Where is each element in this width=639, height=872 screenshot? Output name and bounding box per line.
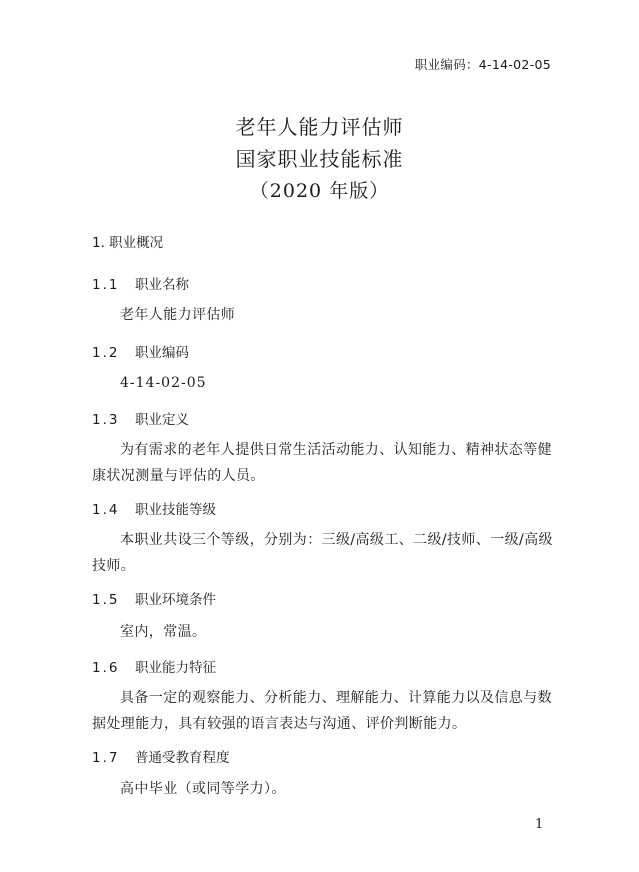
section-1-5-content: 室内，常温。 — [120, 624, 207, 640]
document-title-line2: 国家职业技能标准 — [235, 147, 404, 171]
section-1-6-heading — [92, 656, 216, 676]
document-title-line1: 老年人能力评估师 — [235, 115, 404, 139]
section-title: 职业编码 — [135, 345, 189, 361]
section-1-1-heading — [92, 273, 189, 293]
section-1-3-heading — [92, 408, 189, 428]
section-1-7-content: 高中毕业（或同等学力）。 — [120, 781, 286, 797]
section-1-7-heading — [92, 746, 230, 766]
occupation-code: 职业编码：4-14-02-05 — [414, 57, 551, 72]
section-number: 1.5 — [92, 592, 120, 608]
page-number: 1 — [535, 817, 544, 832]
section-1-4-heading — [92, 498, 216, 518]
section-title: 职业技能等级 — [135, 502, 216, 518]
section-number: 1.2 — [92, 345, 120, 361]
section-number: 1.7 — [92, 750, 120, 766]
section-1-6-content: 具备一定的观察能力、分析能力、理解能力、计算能力以及信息与数据处理能力，具有较强的语言表达与沟通、评价判断能力。 — [92, 690, 552, 732]
section-1-2-heading — [92, 341, 189, 361]
section-number: 1.4 — [92, 502, 120, 518]
section-title: 职业名称 — [135, 277, 189, 293]
section-number: 1.6 — [92, 660, 120, 676]
section-1-4-content: 本职业共设三个等级，分别为：三级/高级工、二级/技师、一级/高级技师。 — [92, 532, 553, 574]
section-title: 职业能力特征 — [135, 660, 216, 676]
section-heading-overview: 1. 职业概况 — [92, 235, 164, 251]
section-1-5-heading — [92, 588, 216, 608]
section-number: 1.3 — [92, 412, 120, 428]
section-title: 普通受教育程度 — [135, 750, 230, 766]
section-1-2-content: 4-14-02-05 — [120, 375, 207, 391]
edition-label: （2020 年版） — [249, 180, 390, 202]
section-number: 1.1 — [92, 277, 120, 293]
section-title: 职业定义 — [135, 412, 189, 428]
section-1-1-content: 老年人能力评估师 — [120, 307, 236, 323]
section-title: 职业环境条件 — [135, 592, 216, 608]
section-1-3-content: 为有需求的老年人提供日常生活活动能力、认知能力、精神状态等健康状况测量与评估的人员。 — [92, 442, 552, 484]
